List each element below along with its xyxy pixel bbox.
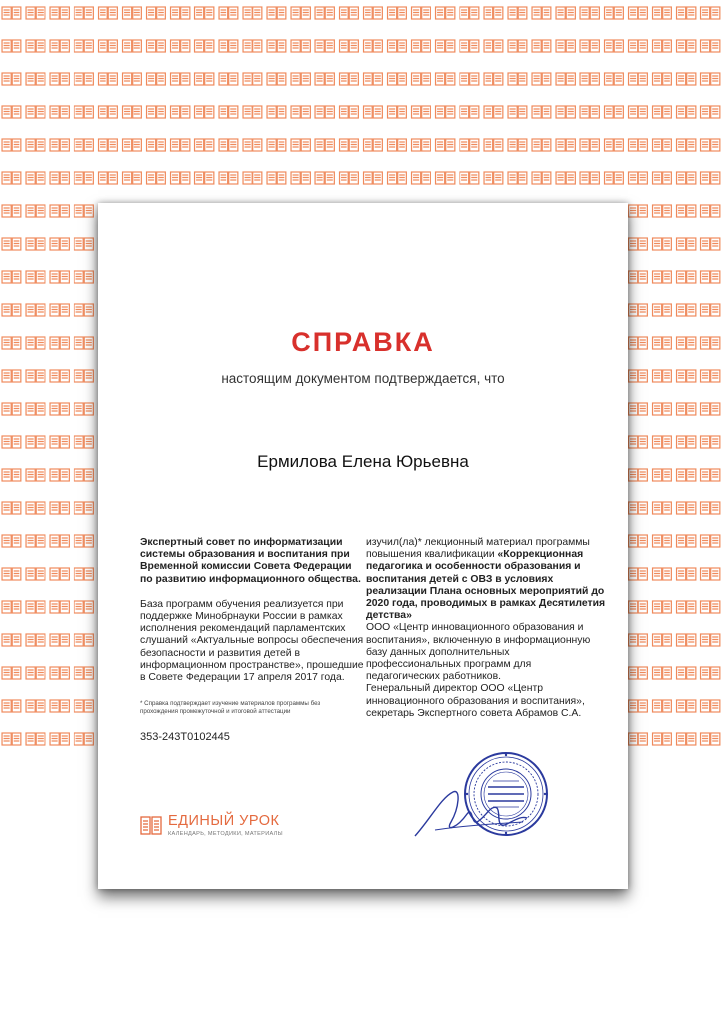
certificate-subtitle: настоящим документом подтверждается, что [221,371,505,386]
footnote: * Справка подтверждает изучение материалов программы без прохождения промежуточной и итоговой аттестации [140,700,321,716]
right-column [366,537,606,720]
logo-subtitle: КАЛЕНДАРЬ, МЕТОДИКИ, МАТЕРИАЛЫ [168,831,283,837]
signature [411,778,531,848]
program-name: «Коррекционная педагогика и особенности образования и воспитания детей с ОВЗ в условиях реализации Плана основных мероприятий до 2020 года, проводимых в рамках Десятилетия детства» [366,549,606,622]
studied-prefix: изучил(ла)* лекционный материал программы повышения квалификации [366,537,590,561]
base-program-text: База программ обучения реализуется при поддержке Минобрнауки России в рамках исполнения рекомендаций парламентских слушаний «Актуальные вопросы обеспечения безопасности и развития детей в информационном пространстве», прошедшие в Совете Федерации 17 апреля 2017 года. [140,598,364,684]
council-text: Экспертный совет по информатизации системы образования и воспитания при Временной комиссии Совета Федерации по развитию информационного общества. [140,537,361,585]
director-text: Генеральный директор ООО «Центр инновационного образования и воспитания», секретарь Экспертного совета Абрамов С.А. [366,683,585,719]
logo [140,813,310,843]
program-paragraph [366,537,606,622]
certificate-number: 353-243Т0102445 [140,731,230,744]
logo-title: ЕДИНЫЙ УРОК [168,813,280,829]
certificate-sheet [98,203,628,889]
certificate-title: СПРАВКА [291,327,435,357]
organization-text: ООО «Центр инновационного образования и воспитания», включенную в информационную базу данных дополнительных профессиональных программ для педагогических работников. [366,622,591,683]
logo-book-icon [140,816,162,836]
left-column [140,537,365,743]
recipient-name: Ермилова Елена Юрьевна [257,452,469,471]
